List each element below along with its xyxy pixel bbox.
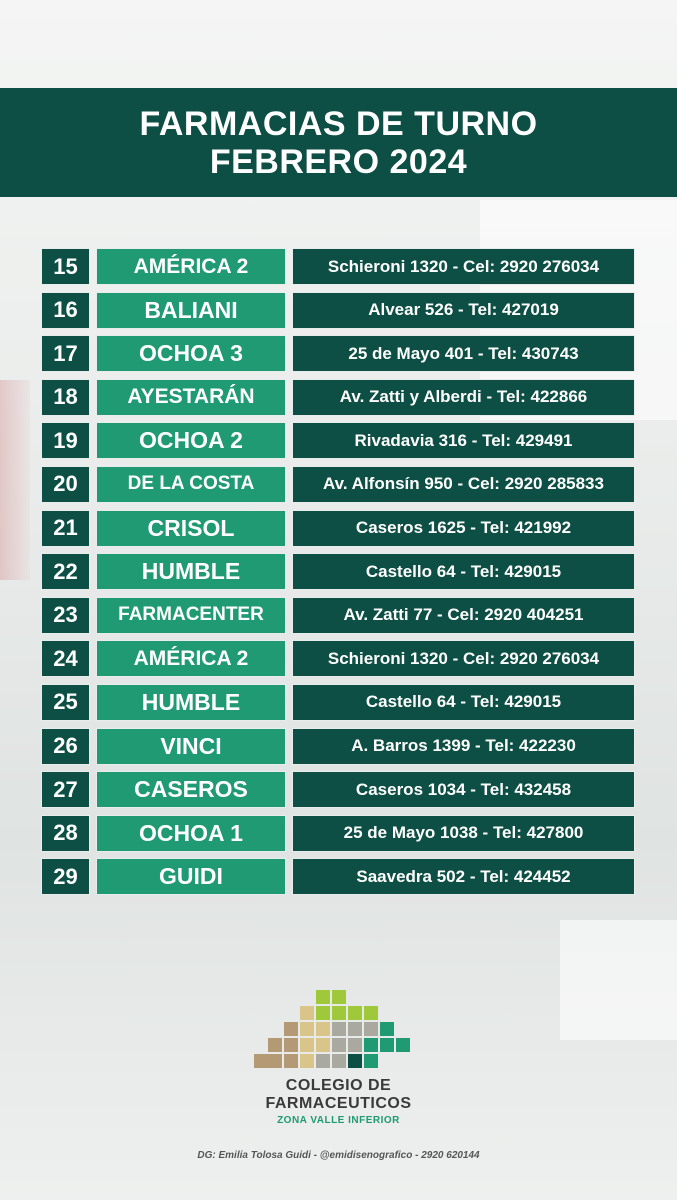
row-pharmacy-name: OCHOA 2 <box>96 422 286 459</box>
logo-tile <box>284 1022 298 1036</box>
row-address: Castello 64 - Tel: 429015 <box>292 684 635 721</box>
table-row <box>41 640 635 677</box>
row-address: Rivadavia 316 - Tel: 429491 <box>292 422 635 459</box>
row-day: 15 <box>41 248 90 285</box>
row-address: Caseros 1034 - Tel: 432458 <box>292 771 635 808</box>
row-pharmacy-name: CASEROS <box>96 771 286 808</box>
row-day: 20 <box>41 466 90 503</box>
row-address: A. Barros 1399 - Tel: 422230 <box>292 728 635 765</box>
row-pharmacy-name: BALIANI <box>96 292 286 329</box>
row-address: Schieroni 1320 - Cel: 2920 276034 <box>292 248 635 285</box>
logo-tile <box>284 1038 298 1052</box>
row-address: Castello 64 - Tel: 429015 <box>292 553 635 590</box>
table-row <box>41 597 635 634</box>
table-row <box>41 553 635 590</box>
org-name-line2: FARMACEUTICOS <box>265 1095 412 1112</box>
schedule-table <box>41 248 635 902</box>
logo-tile <box>364 1006 378 1020</box>
row-day: 17 <box>41 335 90 372</box>
row-day: 23 <box>41 597 90 634</box>
logo-tile <box>364 1038 378 1052</box>
logo-tile <box>380 1038 394 1052</box>
logo-tile <box>316 990 330 1004</box>
logo-tile <box>396 1038 410 1052</box>
page-title: FARMACIAS DE TURNO <box>139 104 538 143</box>
row-pharmacy-name: AYESTARÁN <box>96 379 286 416</box>
logo-tile <box>300 1038 314 1052</box>
row-day: 25 <box>41 684 90 721</box>
row-pharmacy-name: DE LA COSTA <box>96 466 286 503</box>
row-pharmacy-name: AMÉRICA 2 <box>96 640 286 677</box>
row-day: 16 <box>41 292 90 329</box>
row-day: 27 <box>41 771 90 808</box>
row-pharmacy-name: OCHOA 3 <box>96 335 286 372</box>
logo-tile <box>316 1054 330 1068</box>
logo-tile <box>332 1054 346 1068</box>
row-address: Av. Alfonsín 950 - Cel: 2920 285833 <box>292 466 635 503</box>
table-row <box>41 248 635 285</box>
table-row <box>41 728 635 765</box>
table-row <box>41 815 635 852</box>
row-day: 18 <box>41 379 90 416</box>
row-day: 22 <box>41 553 90 590</box>
row-address: Av. Zatti 77 - Cel: 2920 404251 <box>292 597 635 634</box>
college-logo <box>254 990 424 1072</box>
row-address: 25 de Mayo 401 - Tel: 430743 <box>292 335 635 372</box>
logo-tile <box>316 1038 330 1052</box>
logo-tile <box>348 1006 362 1020</box>
table-row <box>41 466 635 503</box>
design-credit: DG: Emilia Tolosa Guidi - @emidisenografico - 2920 620144 <box>197 1150 480 1161</box>
logo-tile <box>300 1022 314 1036</box>
row-pharmacy-name: AMÉRICA 2 <box>96 248 286 285</box>
table-row <box>41 858 635 895</box>
logo-tile <box>332 990 346 1004</box>
logo-tile <box>348 1038 362 1052</box>
table-row <box>41 510 635 547</box>
logo-tile <box>332 1006 346 1020</box>
row-day: 29 <box>41 858 90 895</box>
row-pharmacy-name: FARMACENTER <box>96 597 286 634</box>
logo-tile <box>364 1054 378 1068</box>
org-zone: ZONA VALLE INFERIOR <box>277 1115 400 1126</box>
row-pharmacy-name: VINCI <box>96 728 286 765</box>
row-day: 26 <box>41 728 90 765</box>
logo-tile <box>348 1054 362 1068</box>
table-row <box>41 292 635 329</box>
row-day: 28 <box>41 815 90 852</box>
logo-tile <box>316 1022 330 1036</box>
row-address: Caseros 1625 - Tel: 421992 <box>292 510 635 547</box>
org-name-line1: COLEGIO DE <box>285 1077 392 1094</box>
row-day: 21 <box>41 510 90 547</box>
logo-tile <box>300 1054 314 1068</box>
row-day: 24 <box>41 640 90 677</box>
table-row <box>41 684 635 721</box>
logo-tile <box>284 1054 298 1068</box>
logo-tile <box>364 1022 378 1036</box>
row-address: 25 de Mayo 1038 - Tel: 427800 <box>292 815 635 852</box>
row-day: 19 <box>41 422 90 459</box>
table-row <box>41 335 635 372</box>
page-subtitle: FEBRERO 2024 <box>209 142 468 181</box>
logo-tile <box>268 1038 282 1052</box>
row-address: Alvear 526 - Tel: 427019 <box>292 292 635 329</box>
row-pharmacy-name: OCHOA 1 <box>96 815 286 852</box>
table-row <box>41 771 635 808</box>
row-pharmacy-name: CRISOL <box>96 510 286 547</box>
row-address: Saavedra 502 - Tel: 424452 <box>292 858 635 895</box>
page-header <box>0 88 677 197</box>
logo-tile <box>316 1006 330 1020</box>
row-address: Av. Zatti y Alberdi - Tel: 422866 <box>292 379 635 416</box>
logo-tile <box>300 1006 314 1020</box>
logo-tile <box>348 1022 362 1036</box>
row-pharmacy-name: HUMBLE <box>96 553 286 590</box>
row-pharmacy-name: HUMBLE <box>96 684 286 721</box>
row-address: Schieroni 1320 - Cel: 2920 276034 <box>292 640 635 677</box>
logo-tile <box>254 1054 268 1068</box>
logo-tile <box>332 1038 346 1052</box>
row-pharmacy-name: GUIDI <box>96 858 286 895</box>
logo-tile <box>332 1022 346 1036</box>
table-row <box>41 379 635 416</box>
table-row <box>41 422 635 459</box>
logo-tile <box>268 1054 282 1068</box>
logo-tile <box>380 1022 394 1036</box>
